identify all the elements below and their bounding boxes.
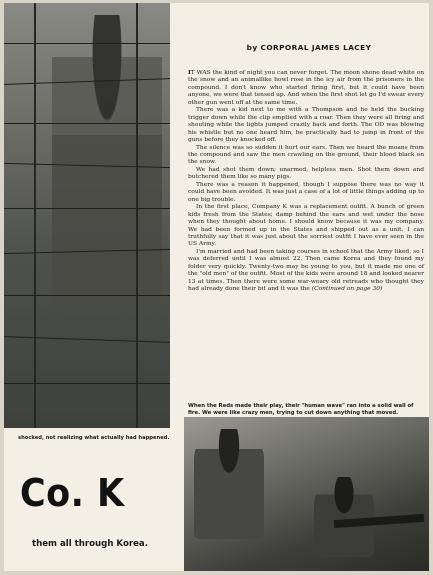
photo-caption-left: shocked, not realizing what actually had happened. [18, 435, 170, 441]
article-paragraph: The silence was so sudden it hurt our ears. Then we heard the moans from the compound and saw the men crawling on the ground, their blood black on the snow. [188, 144, 424, 166]
barbed-wire [4, 43, 170, 44]
drop-cap: I [188, 69, 191, 76]
headline: Co. K [20, 471, 125, 515]
article-paragraph: I'm married and had been taking courses in school that the Army liked, so I was deferred until I was almost 22. Then came Korea and they found my folder very quickly. Twenty-two may be young to you, but it made me one of the "old men" of the outfit. Most of the kids were around 18 and looked nearer 13 at times. Then there were some war-weary old retreads who thought they had already done their bit and it was the (Continued on page 30) [188, 248, 424, 293]
barbed-wire [4, 383, 170, 384]
article-paragraph: In the first place, Company K was a replacement outfit. A bunch of green kids fresh from the States; damp behind the ears and wet under the nose when they thought about home. I should know because it was my company. We had been formed up in the States and shipped out as a unit. I can truthfully say that it was just about the sorriest outfit I have ever seen in the US Army. [188, 204, 424, 248]
barbed-wire [4, 208, 170, 209]
soldiers-firing-photo [184, 417, 429, 571]
article-paragraph: We had shot them down; unarmed, helpless men. Shot them down and butchered them like so many pigs. [188, 166, 424, 181]
byline: by CORPORAL JAMES LACEY [246, 43, 372, 52]
barbed-wire [4, 336, 170, 343]
soldier-figure [194, 429, 264, 539]
fence-post [136, 3, 138, 428]
continued-note: (Continued on page 30) [311, 286, 383, 293]
article-paragraph: There was a reason it happened, though I suppose there was no way it could have been avoided. It was just a case of a lot of little things adding up to one big trouble. [188, 181, 424, 203]
barbed-wire [4, 295, 170, 296]
subheadline: them all through Korea. [32, 539, 148, 549]
article-body [188, 69, 424, 294]
fence-post [34, 3, 36, 428]
barbed-wire [4, 123, 170, 124]
article-paragraph: IT WAS the kind of night you can never forget. The moon shone dead white on the snow and an animallike howl rose in the icy air from the prisoners in the compound. I don't know who started firing first, but it could have been anyone, we were that tensed up. And when the first shot let go I'd swear every other gun went off at the same time. [188, 69, 424, 106]
magazine-page [4, 3, 429, 571]
article-paragraph: There was a kid next to me with a Thompson and he held the bucking trigger down while the clip emptied with a roar. Then they were all firing and shouting while the lights jumped crazily back and forth. The OD was blowing his whistle but no one heard him, he practically had to jump in front of the guns before they knocked off. [188, 107, 424, 144]
barbed-wire-soldier-photo [4, 3, 170, 428]
photo-caption-right: When the Reds made their play, their "human wave" ran into a solid wall of fire. We were like crazy men, trying to cut down anything that moved. [188, 403, 414, 416]
